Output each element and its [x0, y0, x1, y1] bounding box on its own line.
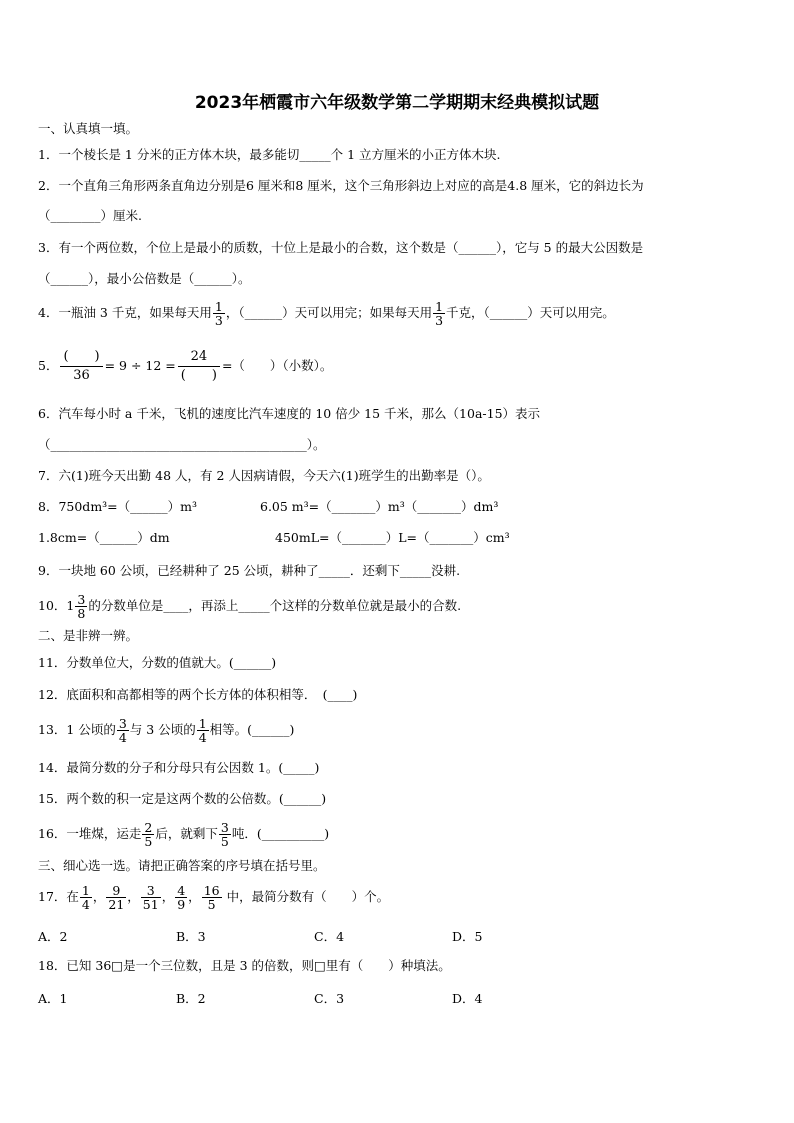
section-heading-3: 三、细心选一选。请把正确答案的序号填在括号里。: [38, 858, 326, 873]
fraction: $\frac{2}{5}$: [144, 820, 153, 849]
q5-text-1: 5．: [38, 358, 59, 373]
question-12: 12．底面积和高都相等的两个长方体的体积相等． (____): [38, 687, 358, 702]
question-3-line-1: 3．有一个两位数，个位上是最小的质数，十位上是最小的合数，这个数是（______），它与 5 的最大公因数是: [38, 240, 644, 255]
fraction: $\frac{24}{( )}$: [178, 348, 220, 385]
question-18: 18．已知 36□是一个三位数，且是 3 的倍数，则□里有（ ）种填法。: [38, 958, 451, 973]
question-16: 16．一堆煤，运走 $\frac{2}{5}$ 后，就剩下 $\frac{3}{5}$ 吨．(__________): [38, 820, 330, 849]
fraction: $\frac{16}{5}$: [203, 883, 220, 912]
option-b: B．2: [176, 991, 206, 1006]
fraction: $\frac{3}{4}$: [118, 716, 127, 745]
question-18-options: [38, 989, 590, 1007]
option-a: A．1: [38, 991, 68, 1006]
option-c: C．4: [314, 929, 345, 944]
question-8-b: 6.05 m³=（_______）m³（_______）dm³: [260, 499, 499, 514]
question-2-line-2: （________）厘米.: [38, 208, 142, 223]
q5-text-2: = 9 ÷ 12 =: [104, 358, 176, 373]
question-9: 9．一块地 60 公顷，已经耕种了 25 公顷，耕种了_____．还剩下_____没耕.: [38, 563, 461, 578]
question-13: 13．1 公顷的 $\frac{3}{4}$ 与 3 公顷的 $\frac{1}{4}$ 相等。(______): [38, 716, 295, 745]
option-c: C．3: [314, 991, 345, 1006]
q4-text-2: ，（______）天可以用完；如果每天用: [225, 305, 433, 320]
section-heading-1: 一、认真填一填。: [38, 121, 139, 136]
question-8-d: 450mL=（_______）L=（_______）cm³: [275, 530, 510, 545]
q4-text-3: 千克，（______）天可以用完。: [446, 305, 615, 320]
question-8-a: 8．750dm³=（______）m³: [38, 499, 198, 514]
q5-text-3: =（ ）（小数）。: [221, 358, 333, 373]
question-5: [38, 344, 332, 388]
fraction: $\frac{1}{3}$: [214, 299, 223, 328]
question-14: 14．最简分数的分子和分母只有公因数 1。(_____): [38, 760, 320, 775]
fraction: $\frac{3}{5}$: [220, 820, 229, 849]
fraction: $\frac{1}{4}$: [81, 883, 90, 912]
fraction: $\frac{1}{4}$: [198, 716, 207, 745]
fraction: $\frac{( )}{36}$: [60, 348, 102, 385]
fraction: $\frac{9}{21}$: [108, 883, 125, 912]
option-d: D．5: [452, 929, 483, 944]
question-10: 10．1 $\frac{3}{8}$ 的分数单位是____，再添上_____个这样的分数单位就是最小的合数.: [38, 592, 462, 621]
mixed-number-whole: 1: [66, 598, 75, 613]
fraction: $\frac{3}{8}$: [77, 592, 86, 621]
option-a: A．2: [38, 929, 68, 944]
question-6-line-1: 6．汽车每小时 a 千米，飞机的速度比汽车速度的 10 倍少 15 千米，那么（10a-15）表示: [38, 406, 541, 421]
option-d: D．4: [452, 991, 483, 1006]
question-7: 7．六(1)班今天出勤 48 人，有 2 人因病请假，今天六(1)班学生的出勤率是（）。: [38, 468, 490, 483]
question-4: [38, 298, 615, 328]
section-heading-2: 二、是非辨一辨。: [38, 628, 139, 643]
question-17-options: [38, 927, 590, 945]
question-1: 1．一个棱长是 1 分米的正方体木块，最多能切_____个 1 立方厘米的小正方体木块.: [38, 147, 501, 162]
question-15: 15．两个数的积一定是这两个数的公倍数。(______): [38, 791, 327, 806]
fraction: $\frac{3}{51}$: [142, 883, 159, 912]
question-8-c: 1.8cm=（______）dm: [38, 530, 170, 545]
q4-text-1: 4．一瓶油 3 千克，如果每天用: [38, 305, 212, 320]
page-title: 2023年栖霞市六年级数学第二学期期末经典模拟试题: [194, 93, 600, 113]
question-2-line-1: 2．一个直角三角形两条直角边分别是6 厘米和8 厘米，这个三角形斜边上对应的高是4.8 厘米，它的斜边长为: [38, 178, 644, 193]
question-17: 17．在 $\frac{1}{4}$ ， $\frac{9}{21}$ ， $\frac{3}{51}$ ， $\frac{4}{9}$ ， $\frac{16}{5}$ 中，最简分数有（ ）个。: [38, 883, 390, 912]
question-3-line-2: （______），最小公倍数是（______）。: [38, 271, 251, 286]
fraction: $\frac{4}{9}$: [177, 883, 186, 912]
question-11: 11．分数单位大，分数的值就大。(______): [38, 655, 277, 670]
question-6-line-2: （_________________________________________）。: [38, 437, 326, 452]
fraction: $\frac{1}{3}$: [435, 299, 444, 328]
option-b: B．3: [176, 929, 206, 944]
